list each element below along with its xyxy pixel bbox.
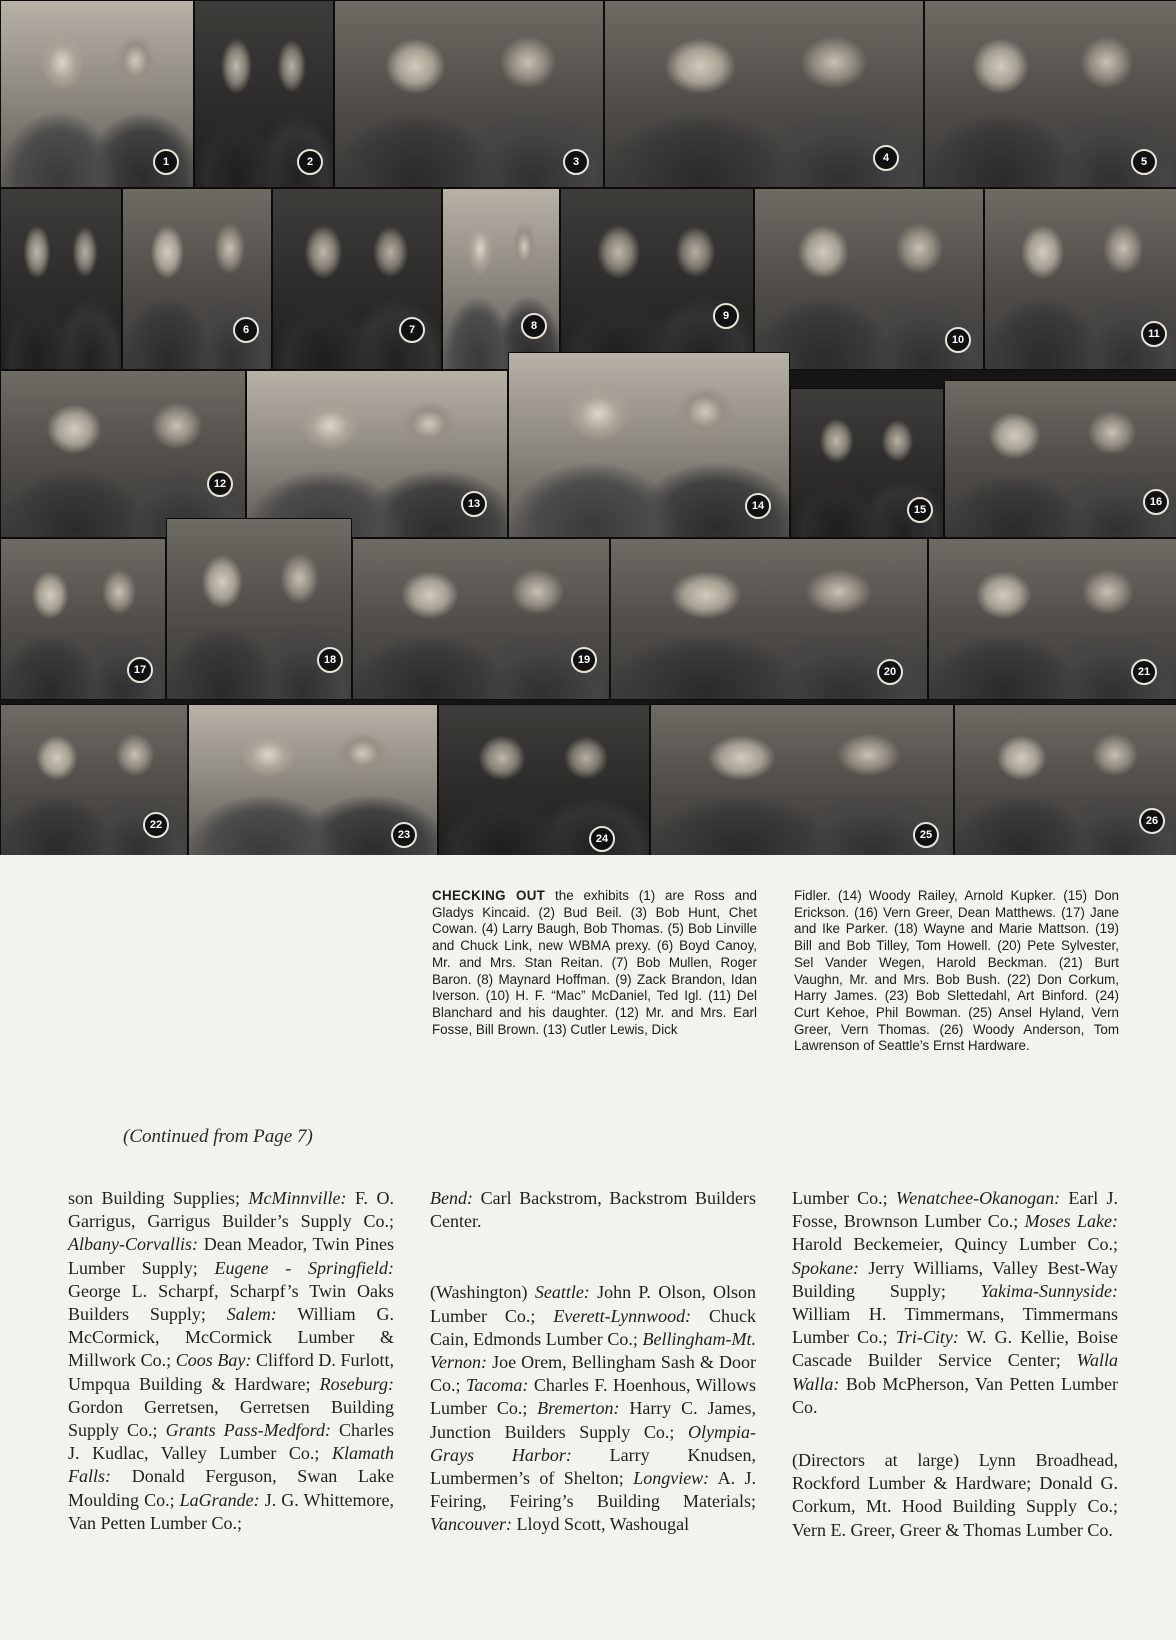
photo-number: 14: [745, 493, 771, 519]
photo-17: [0, 538, 166, 700]
photo-number: 11: [1141, 321, 1167, 347]
text-run: (Directors at large) Lynn Broadhead, Rockford Lumber & Hardware; Donald G. Corkum, Mt. Hood Building Supply Co.; Vern E. Greer, Greer & Thomas Lumber Co.: [792, 1450, 1118, 1540]
paragraph: [430, 1281, 756, 1536]
photo-22: [0, 704, 188, 855]
text-run: Bob McPherson, Van Petten Lumber Co.: [792, 1373, 1118, 1417]
photo-number: 6: [233, 317, 259, 343]
text-run: Carl Backstrom, Backstrom Builders Center.: [430, 1188, 756, 1232]
photo-24: [438, 704, 650, 855]
photo-14: [508, 352, 790, 538]
photo-number: 4: [873, 145, 899, 171]
photo-number: 23: [391, 822, 417, 848]
photo-caption-col2: [794, 888, 1119, 1055]
photo-6a: [0, 188, 122, 370]
place-name: Eugene - Springfield:: [214, 1257, 394, 1278]
photo-number: 15: [907, 497, 933, 523]
place-name: Tacoma:: [466, 1375, 529, 1396]
place-name: Grants Pass-Medford:: [165, 1420, 331, 1441]
text-run: Dean Meador, Twin Pines Lumber Supply;: [68, 1234, 394, 1278]
text-run: Lumber Co.;: [792, 1188, 896, 1208]
photo-number: 7: [399, 317, 425, 343]
photo-number: 3: [563, 149, 589, 175]
text-run: W. G. Kellie, Boise Cascade Builder Service Center;: [792, 1327, 1118, 1371]
text-column-3: [792, 1187, 1118, 1542]
caption-text: Fidler. (14) Woody Railey, Arnold Kupker. (15) Don Erickson. (16) Vern Greer, Dean Matthews. (17) Jane and Ike Parker. (18) Wayne and Marie Mattson. (19) Bill and Bob Tilley, Tom Howell. (20) Pete Sylvester, Sel Vander Wegen, Harold Beckman. (21) Burt Vaughn, Mr. and Mrs. Bob Bush. (22) Don Corkum, Harry James. (23) Bob Slettedahl, Art Binford. (24) Curt Kehoe, Phil Bowman. (25) Ansel Hyland, Vern Greer, Vern Thomas. (26) Woody Anderson, Tom Lawrenson of Seattle’s Ernst Hardware.: [794, 888, 1119, 1054]
photo-9: [560, 188, 754, 370]
caption-text: the exhibits (1) are Ross and Gladys Kincaid. (2) Bud Beil. (3) Bob Hunt, Chet Cowan. (4) Larry Baugh, Bob Thomas. (5) Bob Linville and Chuck Link, new WBMA prexy. (6) Boyd Canoy, Mr. and Mrs. Stan Reitan. (7) Bob Mullen, Roger Baron. (8) Maynard Hoffman. (9) Zack Brandon, Idan Iverson. (10) H. F. “Mac” McDaniel, Ted Igl. (11) Del Blanchard and his daughter. (12) Mr. and Mrs. Earl Fosse, Bill Brown. (13) Cutler Lewis, Dick: [432, 888, 757, 1037]
text-run: Charles J. Kudlac, Valley Lumber Co.;: [68, 1420, 395, 1464]
place-name: Albany-Corvallis:: [68, 1234, 198, 1255]
text-run: Gordon Gerretsen, Gerretsen Building Supply Co.;: [68, 1396, 394, 1441]
place-name: Longview:: [633, 1468, 710, 1489]
text-run: Harry C. James, Junction Builders Supply Co.;: [430, 1398, 756, 1442]
photo-number: 18: [317, 647, 343, 673]
photo-number: 19: [571, 647, 597, 673]
photo-number: 10: [945, 327, 971, 353]
place-name: Seattle:: [534, 1282, 590, 1303]
photo-15: [790, 388, 944, 538]
photo-6: [122, 188, 272, 370]
photo-number: 17: [127, 657, 153, 683]
text-run: George L. Scharpf, Scharpf’s Twin Oaks Builders Supply;: [68, 1280, 394, 1325]
photo-20: [610, 538, 928, 700]
place-name: Klamath Falls:: [68, 1443, 394, 1487]
place-name: Tri-City:: [895, 1327, 959, 1348]
photo-5: [924, 0, 1176, 188]
photo-23: [188, 704, 438, 855]
continued-note: (Continued from Page 7): [123, 1126, 313, 1147]
place-name: Walla Walla:: [792, 1350, 1118, 1394]
text-run: F. O. Garrigus, Garrigus Builder’s Supply Co.;: [68, 1188, 394, 1232]
photo-number: 21: [1131, 659, 1157, 685]
photo-3: [334, 0, 604, 188]
place-name: Bremerton:: [537, 1398, 620, 1419]
photo-2: [194, 0, 334, 188]
place-name: Everett-Lynnwood:: [553, 1305, 692, 1326]
text-run: Charles F. Hoenhous, Willows Lumber Co.;: [430, 1375, 757, 1419]
text-run: Donald Ferguson, Swan Lake Moulding Co.;: [68, 1466, 394, 1510]
photo-16: [944, 380, 1176, 538]
paragraph: [792, 1449, 1118, 1542]
photo-4: [604, 0, 924, 188]
place-name: Coos Bay:: [175, 1350, 252, 1371]
place-name: Salem:: [226, 1304, 277, 1325]
photo-number: 24: [589, 826, 615, 852]
text-run: Lloyd Scott, Washougal: [511, 1514, 690, 1535]
photo-number: 9: [713, 303, 739, 329]
place-name: Bellingham-Mt. Vernon:: [430, 1328, 756, 1373]
text-run: Harold Beckemeier, Quincy Lumber Co.;: [792, 1234, 1118, 1255]
text-column-1: [68, 1187, 394, 1535]
photo-number: 20: [877, 659, 903, 685]
photo-12: [0, 370, 246, 538]
paragraph: [430, 1187, 756, 1233]
photo-number: 5: [1131, 149, 1157, 175]
photo-number: 13: [461, 491, 487, 517]
place-name: Roseburg:: [319, 1373, 394, 1394]
text-run: Clifford D. Furlott, Umpqua Building & Hardware;: [68, 1350, 394, 1394]
text-run: William G. McCormick, McCormick Lumber & Millwork Co.;: [68, 1304, 394, 1371]
place-name: McMinnville:: [248, 1188, 347, 1208]
text-run: Jerry Williams, Valley Best-Way Building Supply;: [792, 1257, 1118, 1301]
text-run: (Washington): [430, 1282, 535, 1303]
text-run: Joe Orem, Bellingham Sash & Door Co.;: [430, 1352, 756, 1396]
caption-lead: CHECKING OUT: [432, 888, 546, 903]
photo-25: [650, 704, 954, 855]
text-run: J. G. Whittemore, Van Petten Lumber Co.;: [68, 1489, 394, 1533]
photo-number: 2: [297, 149, 323, 175]
photo-number: 25: [913, 822, 939, 848]
place-name: Vancouver:: [430, 1514, 512, 1535]
photo-number: 26: [1139, 808, 1165, 834]
text-column-2: [430, 1187, 756, 1537]
photo-21: [928, 538, 1176, 700]
text-run: Chuck Cain, Edmonds Lumber Co.;: [430, 1305, 756, 1349]
photo-8: [442, 188, 560, 370]
text-run: Earl J. Fosse, Brownson Lumber Co.;: [792, 1188, 1118, 1232]
photo-caption-col1: [432, 888, 757, 1038]
text-run: A. J. Feiring, Feiring’s Building Materials;: [430, 1468, 756, 1512]
paragraph: [68, 1187, 394, 1535]
photo-7: [272, 188, 442, 370]
place-name: Wenatchee-Okanogan:: [895, 1188, 1061, 1208]
photo-number: 22: [143, 812, 169, 838]
photo-10: [754, 188, 984, 370]
text-run: John P. Olson, Olson Lumber Co.;: [430, 1282, 756, 1326]
photo-13: [246, 370, 508, 538]
photo-number: 1: [153, 149, 179, 175]
photo-11: [984, 188, 1176, 370]
place-name: Spokane:: [792, 1257, 859, 1278]
place-name: LaGrande:: [179, 1489, 260, 1510]
photo-number: 12: [207, 471, 233, 497]
photo-number: 8: [521, 313, 547, 339]
place-name: Olympia-Grays Harbor:: [430, 1421, 756, 1465]
photo-18: [166, 518, 352, 700]
photo-1: [0, 0, 194, 188]
place-name: Moses Lake:: [1024, 1211, 1119, 1232]
photo-number: 16: [1143, 489, 1169, 515]
place-name: Yakima-Sunnyside:: [980, 1280, 1118, 1301]
photo-26: [954, 704, 1176, 855]
paragraph: [792, 1187, 1118, 1419]
text-run: Larry Knudsen, Lumbermen’s of Shelton;: [430, 1444, 756, 1489]
place-name: Bend:: [430, 1188, 473, 1208]
text-run: William H. Timmermans, Timmermans Lumber Co.;: [792, 1304, 1118, 1348]
photo-19: [352, 538, 610, 700]
text-run: son Building Supplies;: [68, 1188, 249, 1208]
